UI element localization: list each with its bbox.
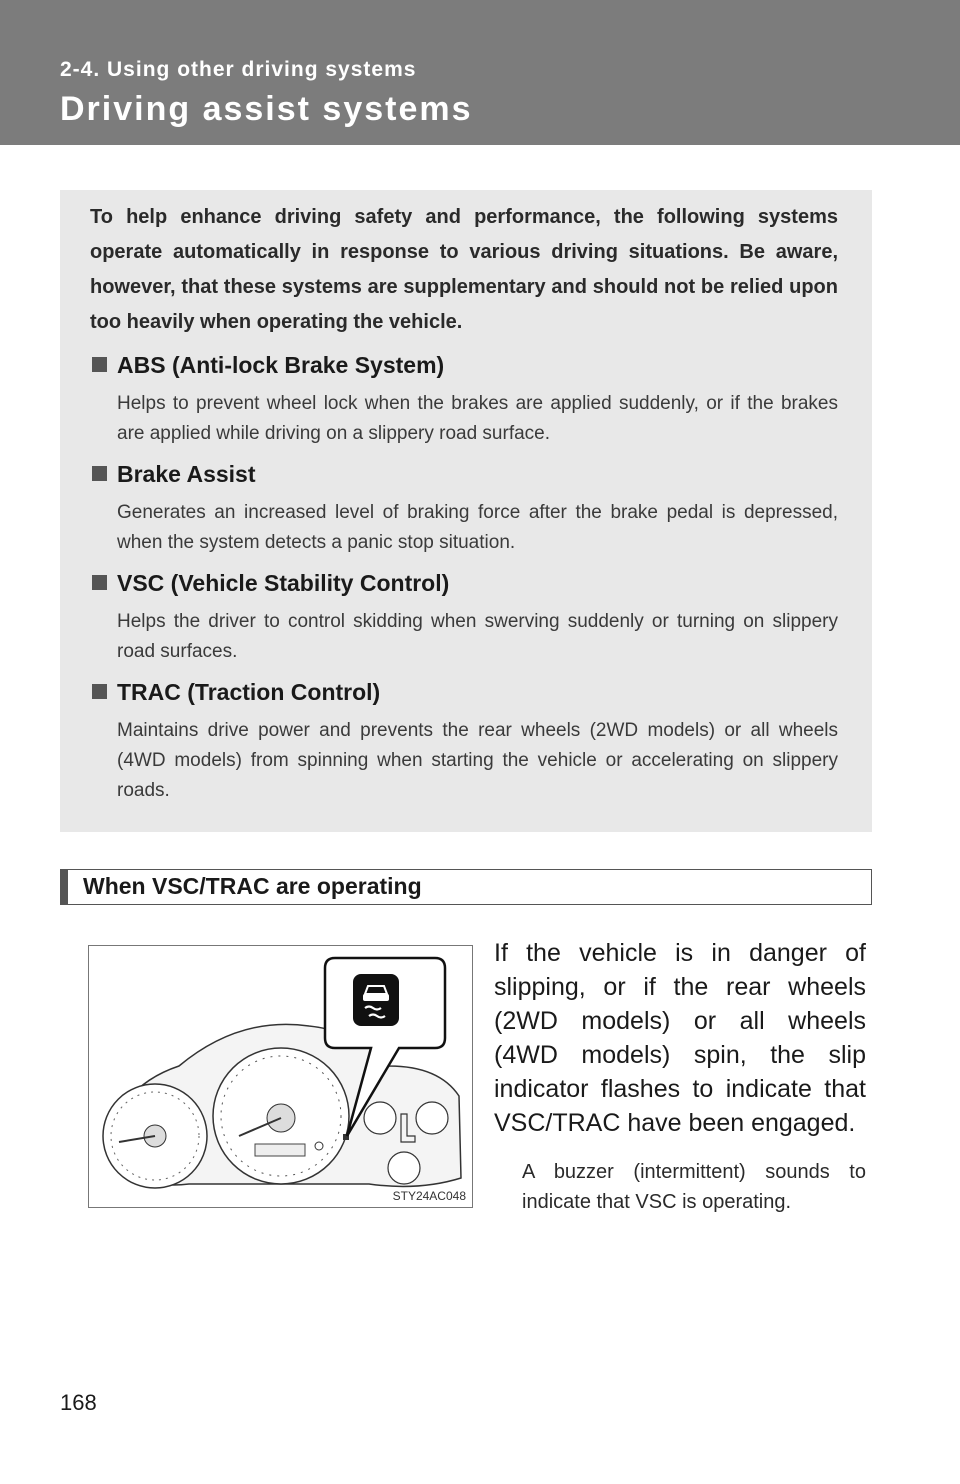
feature-title: Brake Assist [117,461,256,487]
feature-title: ABS (Anti-lock Brake System) [117,352,445,378]
feature-description-vsc: Helps the driver to control skidding when swerving suddenly or turning on slippery road surfaces. [117,611,838,662]
instrument-cluster-illustration [89,946,472,1207]
feature-description-abs: Helps to prevent wheel lock when the brakes are applied suddenly, or if the brakes are applied while driving on a slippery road surface. [117,393,838,444]
feature-title: TRAC (Traction Control) [117,679,381,705]
feature-description-brake-assist: Generates an increased level of braking force after the brake pedal is depressed, when the system detects a panic stop situation. [117,502,838,553]
page-title: Driving assist systems [60,90,473,128]
subheading-accent [61,870,68,904]
feature-heading-brake-assist [92,461,256,488]
operating-body-text: If the vehicle is in danger of slipping, or if the rear wheels (2WD models) or all wheels (4WD models) spin, the slip indicator flashes to indicate that VSC/TRAC have been engaged. [494,939,866,1137]
square-bullet-icon [92,575,107,590]
feature-heading-trac [92,679,380,706]
subheading-label: When VSC/TRAC are operating [83,873,422,899]
feature-title: VSC (Vehicle Stability Control) [117,570,450,596]
operating-subheading [60,869,872,905]
feature-heading-abs [92,352,444,379]
figure-code: STY24AC048 [392,1189,466,1203]
feature-heading-vsc [92,570,449,597]
operating-note-text: A buzzer (intermittent) sounds to indicate that VSC is operating. [522,1161,866,1213]
square-bullet-icon [92,466,107,481]
section-label: 2-4. Using other driving systems [60,58,417,81]
feature-description-trac: Maintains drive power and prevents the rear wheels (2WD models) or all wheels (4WD models) from spinning when starting the vehicle or accelerating on slippery roads. [117,720,838,801]
page-number: 168 [60,1390,97,1415]
page-header [0,0,960,145]
intro-text: To help enhance driving safety and performance, the following systems operate automatically in response to various driving situations. Be aware, however, that these systems are supplementary and should not be relied upon too heavily when operating the vehicle. [90,206,838,333]
instrument-cluster-figure [88,945,473,1208]
square-bullet-icon [92,684,107,699]
square-bullet-icon [92,357,107,372]
